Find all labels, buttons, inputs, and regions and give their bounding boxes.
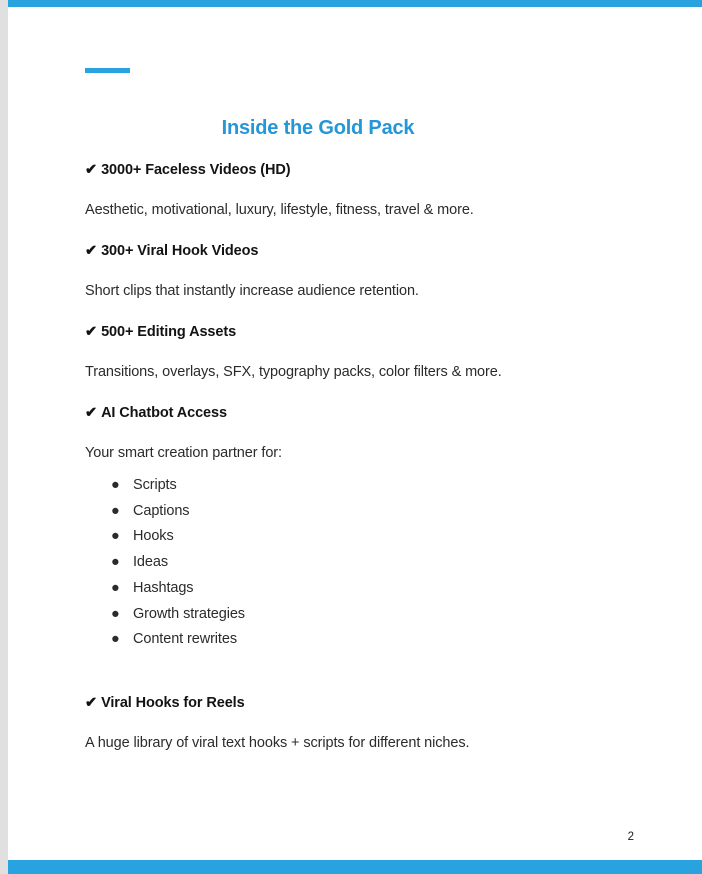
- list-item-label: Growth strategies: [133, 605, 245, 622]
- bullet-icon: ●: [111, 528, 120, 545]
- check-icon: ✔: [85, 243, 98, 259]
- feature-heading-1-label: 3000+ Faceless Videos (HD): [101, 162, 291, 178]
- list-item: [111, 499, 685, 525]
- feature-text-1: Aesthetic, motivational, luxury, lifestyle, fitness, travel & more.: [85, 202, 474, 218]
- spacer: [85, 653, 685, 693]
- bottom-accent-bar: [8, 860, 702, 874]
- feature-heading-5-label: Viral Hooks for Reels: [101, 694, 245, 711]
- list-item-label: Captions: [133, 502, 190, 519]
- list-item: [111, 602, 685, 628]
- feature-text-4: Your smart creation partner for:: [85, 445, 282, 461]
- list-item-label: Hooks: [133, 528, 174, 545]
- bullet-icon: ●: [111, 579, 120, 596]
- bullet-icon: ●: [111, 477, 120, 493]
- list-item: [111, 524, 685, 550]
- feature-heading-4-label: AI Chatbot Access: [101, 405, 227, 421]
- spacer: [85, 261, 685, 281]
- spacer: [85, 301, 685, 322]
- list-item: [111, 550, 685, 576]
- spacer: [85, 220, 685, 241]
- page-left-edge-shadow: [0, 0, 8, 874]
- feature-heading-3-label: 500+ Editing Assets: [101, 324, 237, 340]
- feature-heading-4: [85, 403, 685, 423]
- bullet-icon: ●: [111, 502, 120, 519]
- check-icon: ✔: [85, 694, 98, 711]
- feature-heading-5: [85, 693, 685, 713]
- feature-text-2: Short clips that instantly increase audience retention.: [85, 283, 419, 299]
- page-title: Inside the Gold Pack: [221, 117, 415, 139]
- feature-heading-1: [85, 160, 685, 180]
- list-item-label: Scripts: [133, 477, 177, 493]
- feature-text-3: Transitions, overlays, SFX, typography packs, color filters & more.: [85, 364, 502, 380]
- check-icon: ✔: [85, 162, 98, 178]
- list-item: [111, 473, 685, 499]
- page-number: 2: [627, 831, 634, 843]
- bullet-icon: ●: [111, 554, 120, 571]
- chatbot-capability-list: [85, 473, 685, 653]
- document-body: [85, 160, 685, 753]
- check-icon: ✔: [85, 405, 98, 421]
- list-item-label: Hashtags: [133, 579, 194, 596]
- check-icon: ✔: [85, 324, 98, 340]
- list-item-label: Content rewrites: [133, 631, 237, 648]
- list-item-label: Ideas: [133, 554, 168, 571]
- spacer: [85, 382, 685, 403]
- bullet-icon: ●: [111, 631, 120, 648]
- list-item: [111, 576, 685, 602]
- feature-heading-2: [85, 241, 685, 261]
- feature-text-5: A huge library of viral text hooks + scripts for different niches.: [85, 734, 470, 751]
- spacer: [85, 342, 685, 362]
- top-accent-bar: [8, 0, 702, 7]
- spacer: [85, 180, 685, 200]
- spacer: [85, 423, 685, 443]
- feature-heading-3: [85, 322, 685, 342]
- feature-heading-2-label: 300+ Viral Hook Videos: [101, 243, 259, 259]
- list-item: [111, 627, 685, 653]
- spacer: [85, 713, 685, 733]
- document-page: [8, 0, 702, 874]
- bullet-icon: ●: [111, 605, 120, 622]
- heading-accent-rule: [85, 68, 130, 73]
